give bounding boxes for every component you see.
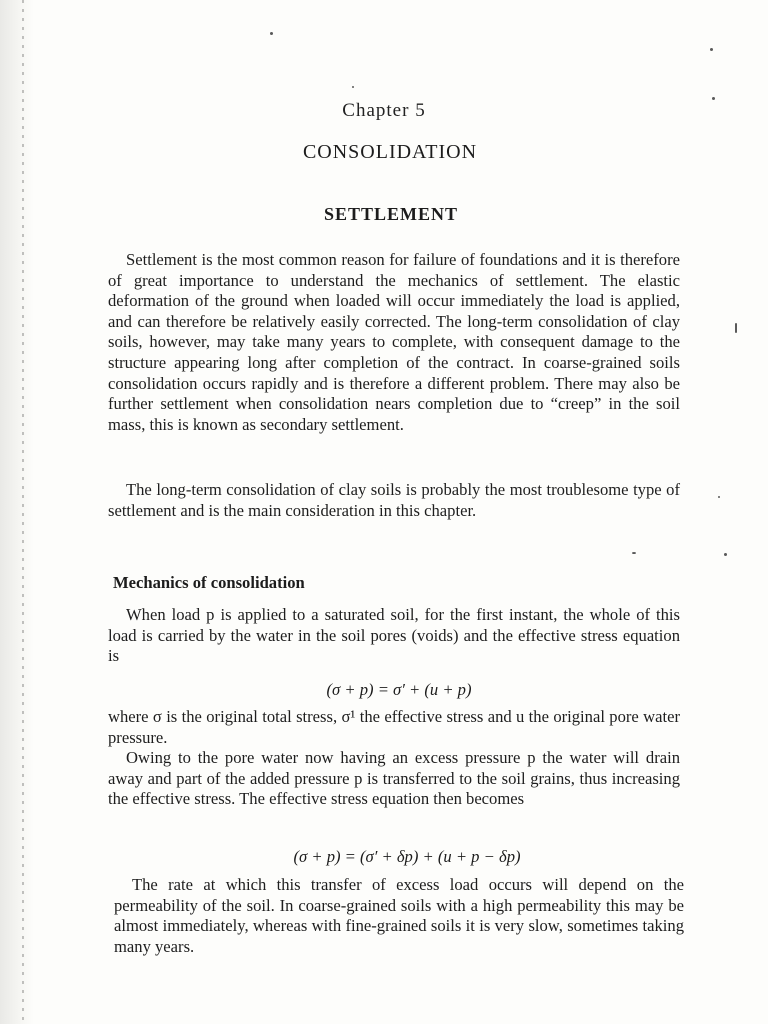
- scan-speck: [718, 496, 720, 498]
- paragraph-text: Settlement is the most common reason for failure of foundations and it is therefore of great importance to understand the mechanics of settlement. The elastic deformation of the ground when loaded will occur immediately the load is applied, and can therefore be relatively easily corrected. The long-term consolidation of clay soils, however, may take many years to complete, with consequent damage to the structure appearing long after completion of the contract. In coarse-grained soils consolidation occurs rapidly and is therefore a different problem. There may also be further settlement when consolidation nears completion due to “creep” in the soil mass, this is known as secondary settlement.: [108, 250, 680, 434]
- paragraph-text: Owing to the pore water now having an excess pressure p the water will drain away and part of the added pressure p is transferred to the soil grains, thus increasing the effective stress. The effective stress equation then becomes: [108, 748, 680, 809]
- equation-1: (σ + p) = σ′ + (u + p): [326, 680, 472, 699]
- mechanics-paragraph-3: [108, 748, 680, 810]
- subsection-heading: Mechanics of consolidation: [113, 573, 305, 592]
- scan-speck: [710, 48, 713, 51]
- scan-speck: [632, 552, 636, 554]
- scan-speck: [724, 553, 727, 556]
- settlement-paragraph-2: [108, 480, 680, 521]
- mechanics-paragraph-1: [108, 605, 680, 667]
- section-title: SETTLEMENT: [323, 204, 459, 224]
- paragraph-text: The rate at which this transfer of excess load occurs will depend on the permeability of the soil. In coarse-grained soils with a high permeability this may be almost immediately, whereas with fine-grained soils it is very slow, sometimes taking many years.: [114, 875, 684, 956]
- chapter-label: Chapter 5: [342, 100, 426, 121]
- scan-speck: [352, 86, 354, 88]
- chapter-title: CONSOLIDATION: [302, 141, 478, 163]
- equation-2: (σ + p) = (σ′ + δp) + (u + p − δp): [293, 847, 521, 866]
- mechanics-paragraph-2: [108, 707, 680, 748]
- scan-speck: [735, 323, 737, 333]
- scan-speck: [270, 32, 273, 35]
- paragraph-text: The long-term consolidation of clay soils is probably the most troublesome type of settlement and is the main consideration in this chapter.: [108, 480, 680, 520]
- scan-speck: [712, 97, 715, 100]
- paragraph-text: When load p is applied to a saturated soil, for the first instant, the whole of this load is carried by the water in the soil pores (voids) and the effective stress equation is: [108, 605, 680, 666]
- mechanics-paragraph-4: [114, 875, 684, 957]
- paragraph-text: where σ is the original total stress, σ¹ the effective stress and u the original pore water pressure.: [108, 707, 680, 747]
- settlement-paragraph-1: [108, 250, 680, 435]
